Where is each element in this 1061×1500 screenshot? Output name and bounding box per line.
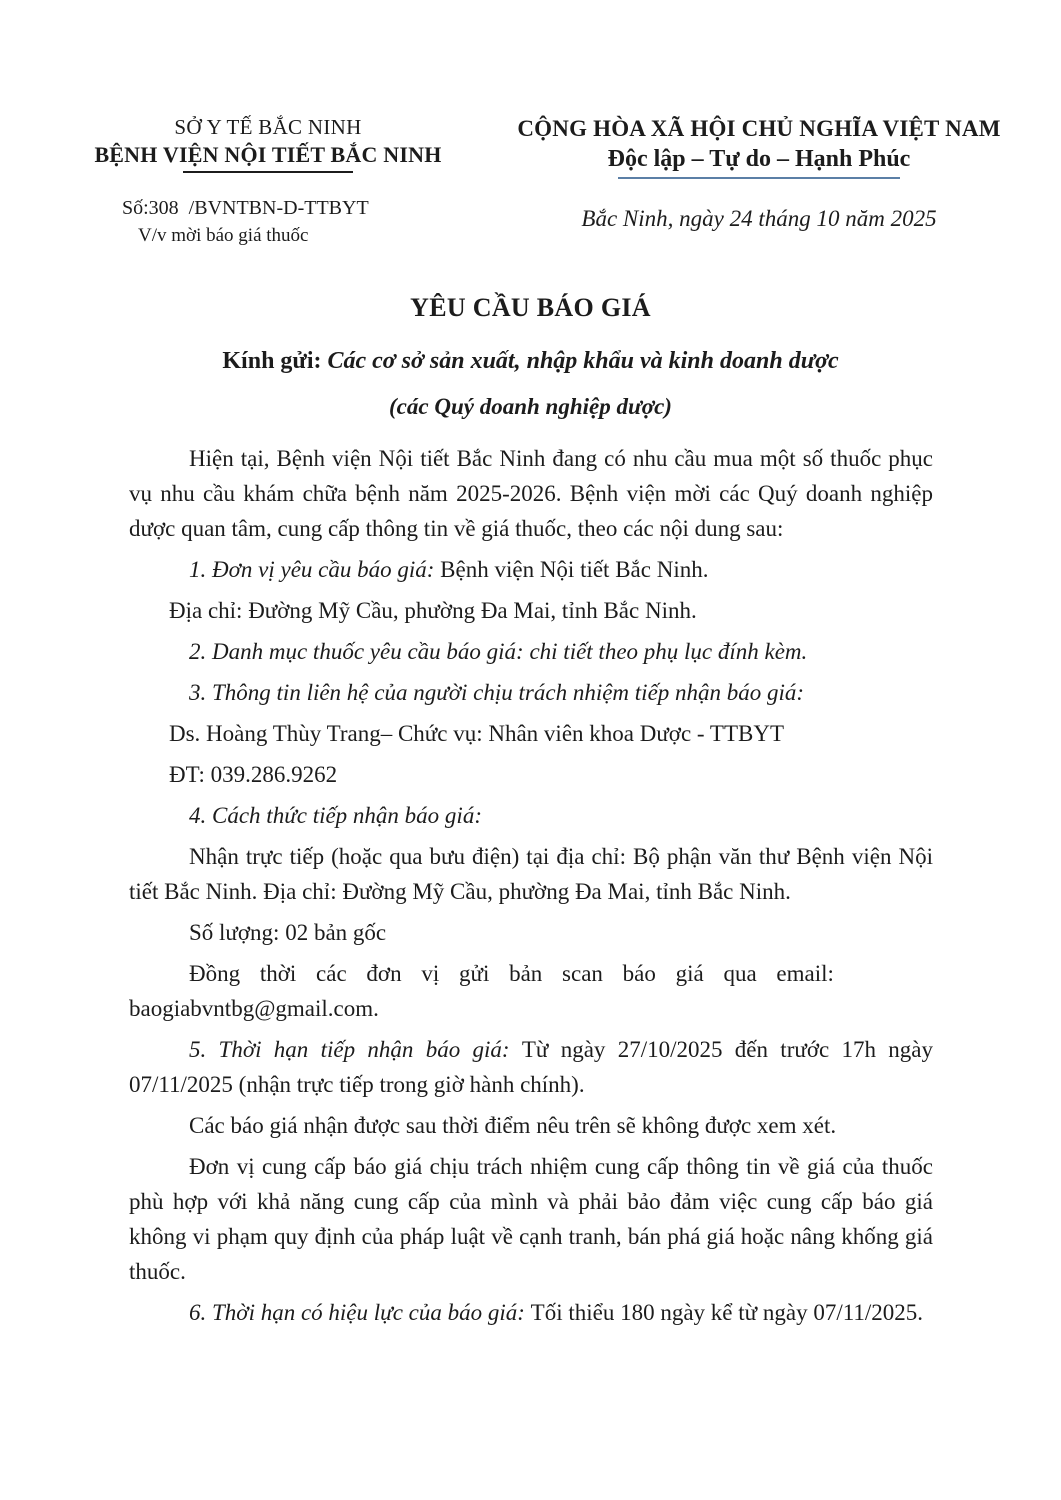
- issuing-org-block: [62, 114, 474, 247]
- paragraph-item-2: [129, 634, 933, 669]
- item-1-label: 1. Đơn vị yêu cầu báo giá:: [189, 557, 441, 582]
- paragraph-item-3: [129, 675, 933, 710]
- paragraph-item-5: [129, 1032, 933, 1102]
- address-text: Địa chỉ: Đường Mỹ Cầu, phường Đa Mai, tỉnh Bắc Ninh.: [169, 598, 697, 623]
- item-5-text: Từ ngày 27/10/2025 đến trước 17h ngày 07/11/2025 (nhận trực tiếp trong giờ hành chính).: [129, 1037, 933, 1097]
- late-quotes-text: Các báo giá nhận được sau thời điểm nêu trên sẽ không được xem xét.: [189, 1113, 837, 1138]
- document-number: Số:308 /BVNTBN-D-TTBYT: [122, 197, 369, 219]
- quantity-text: Số lượng: 02 bản gốc: [189, 920, 387, 945]
- contact-person-text: Ds. Hoàng Thùy Trang– Chức vụ: Nhân viên khoa Dược - TTBYT: [169, 721, 785, 746]
- item-3-text: 3. Thông tin liên hệ của người chịu trách nhiệm tiếp nhận báo giá:: [189, 680, 805, 705]
- paragraph-item-1: [129, 552, 933, 587]
- document-title: YÊU CẦU BÁO GIÁ: [410, 293, 651, 322]
- paragraph-contact-person: [129, 716, 933, 751]
- paragraph-item-4: [129, 798, 933, 833]
- item-2-text: 2. Danh mục thuốc yêu cầu báo giá: chi tiết theo phụ lục đính kèm.: [189, 639, 808, 664]
- national-motto: Độc lập – Tự do – Hạnh Phúc: [607, 146, 911, 172]
- paragraph-email: [129, 956, 933, 1026]
- item-1-text: Bệnh viện Nội tiết Bắc Ninh.: [440, 557, 709, 582]
- item-4-text: 4. Cách thức tiếp nhận báo giá:: [189, 803, 482, 828]
- place-and-date: Bắc Ninh, ngày 24 tháng 10 năm 2025: [581, 206, 937, 231]
- paragraph-responsibility: [129, 1149, 933, 1289]
- salutation-line: [0, 348, 1061, 375]
- email-intro-text: Đồng thời các đơn vị gửi bản scan báo giá qua email:: [189, 961, 834, 986]
- item-6-label: 6. Thời hạn có hiệu lực của báo giá:: [189, 1300, 531, 1325]
- paragraph-late-quotes: [129, 1108, 933, 1143]
- parent-org-name: SỞ Y TẾ BẮC NINH: [174, 115, 362, 139]
- paragraph-quantity: [129, 915, 933, 950]
- paragraph-phone: [129, 757, 933, 792]
- national-header-block: [509, 114, 1009, 232]
- responsibility-text: Đơn vị cung cấp báo giá chịu trách nhiệm cung cấp thông tin về giá của thuốc phù hợp với khả năng cung cấp của mình và phải bảo đảm việc cung cấp báo giá không vi phạm quy định của pháp luật về cạnh tranh, bán phá giá hoặc nâng khống giá thuốc.: [129, 1154, 933, 1284]
- document-subject: V/v mời báo giá thuốc: [138, 225, 309, 246]
- phone-text: ĐT: 039.286.9262: [169, 762, 338, 787]
- item-5-label: 5. Thời hạn tiếp nhận báo giá:: [189, 1037, 522, 1062]
- email-address: baogiabvntbg@gmail.com.: [129, 996, 379, 1021]
- document-header: [0, 0, 1061, 247]
- salutation-recipient: Các cơ sở sản xuất, nhập khẩu và kinh doanh dược: [327, 348, 839, 374]
- document-body: [0, 420, 1061, 1330]
- org-name-underline: [183, 171, 353, 173]
- org-name: BỆNH VIỆN NỘI TIẾT BẮC NINH: [94, 142, 442, 167]
- intro-text: Hiện tại, Bệnh viện Nội tiết Bắc Ninh đang có nhu cầu mua một số thuốc phục vụ nhu cầu khám chữa bệnh năm 2025-2026. Bệnh viện mời các Quý doanh nghiệp dược quan tâm, cung cấp thông tin về giá thuốc, theo các nội dung sau:: [129, 446, 933, 541]
- salutation-note: (các Quý doanh nghiệp dược): [389, 394, 672, 419]
- item-6-text: Tối thiểu 180 ngày kể từ ngày 07/11/2025.: [530, 1300, 924, 1325]
- motto-underline: [618, 177, 900, 179]
- paragraph-intro: [129, 441, 933, 546]
- country-name: CỘNG HÒA XÃ HỘI CHỦ NGHĨA VIỆT NAM: [517, 116, 1001, 141]
- paragraph-receive-method: [129, 839, 933, 909]
- salutation-label: Kính gửi:: [222, 348, 328, 374]
- paragraph-item-6: [129, 1295, 933, 1330]
- paragraph-address: [129, 593, 933, 628]
- receive-method-text: Nhận trực tiếp (hoặc qua bưu điện) tại địa chỉ: Bộ phận văn thư Bệnh viện Nội tiết Bắc Ninh. Địa chỉ: Đường Mỹ Cầu, phường Đa Mai, tỉnh Bắc Ninh.: [129, 844, 933, 904]
